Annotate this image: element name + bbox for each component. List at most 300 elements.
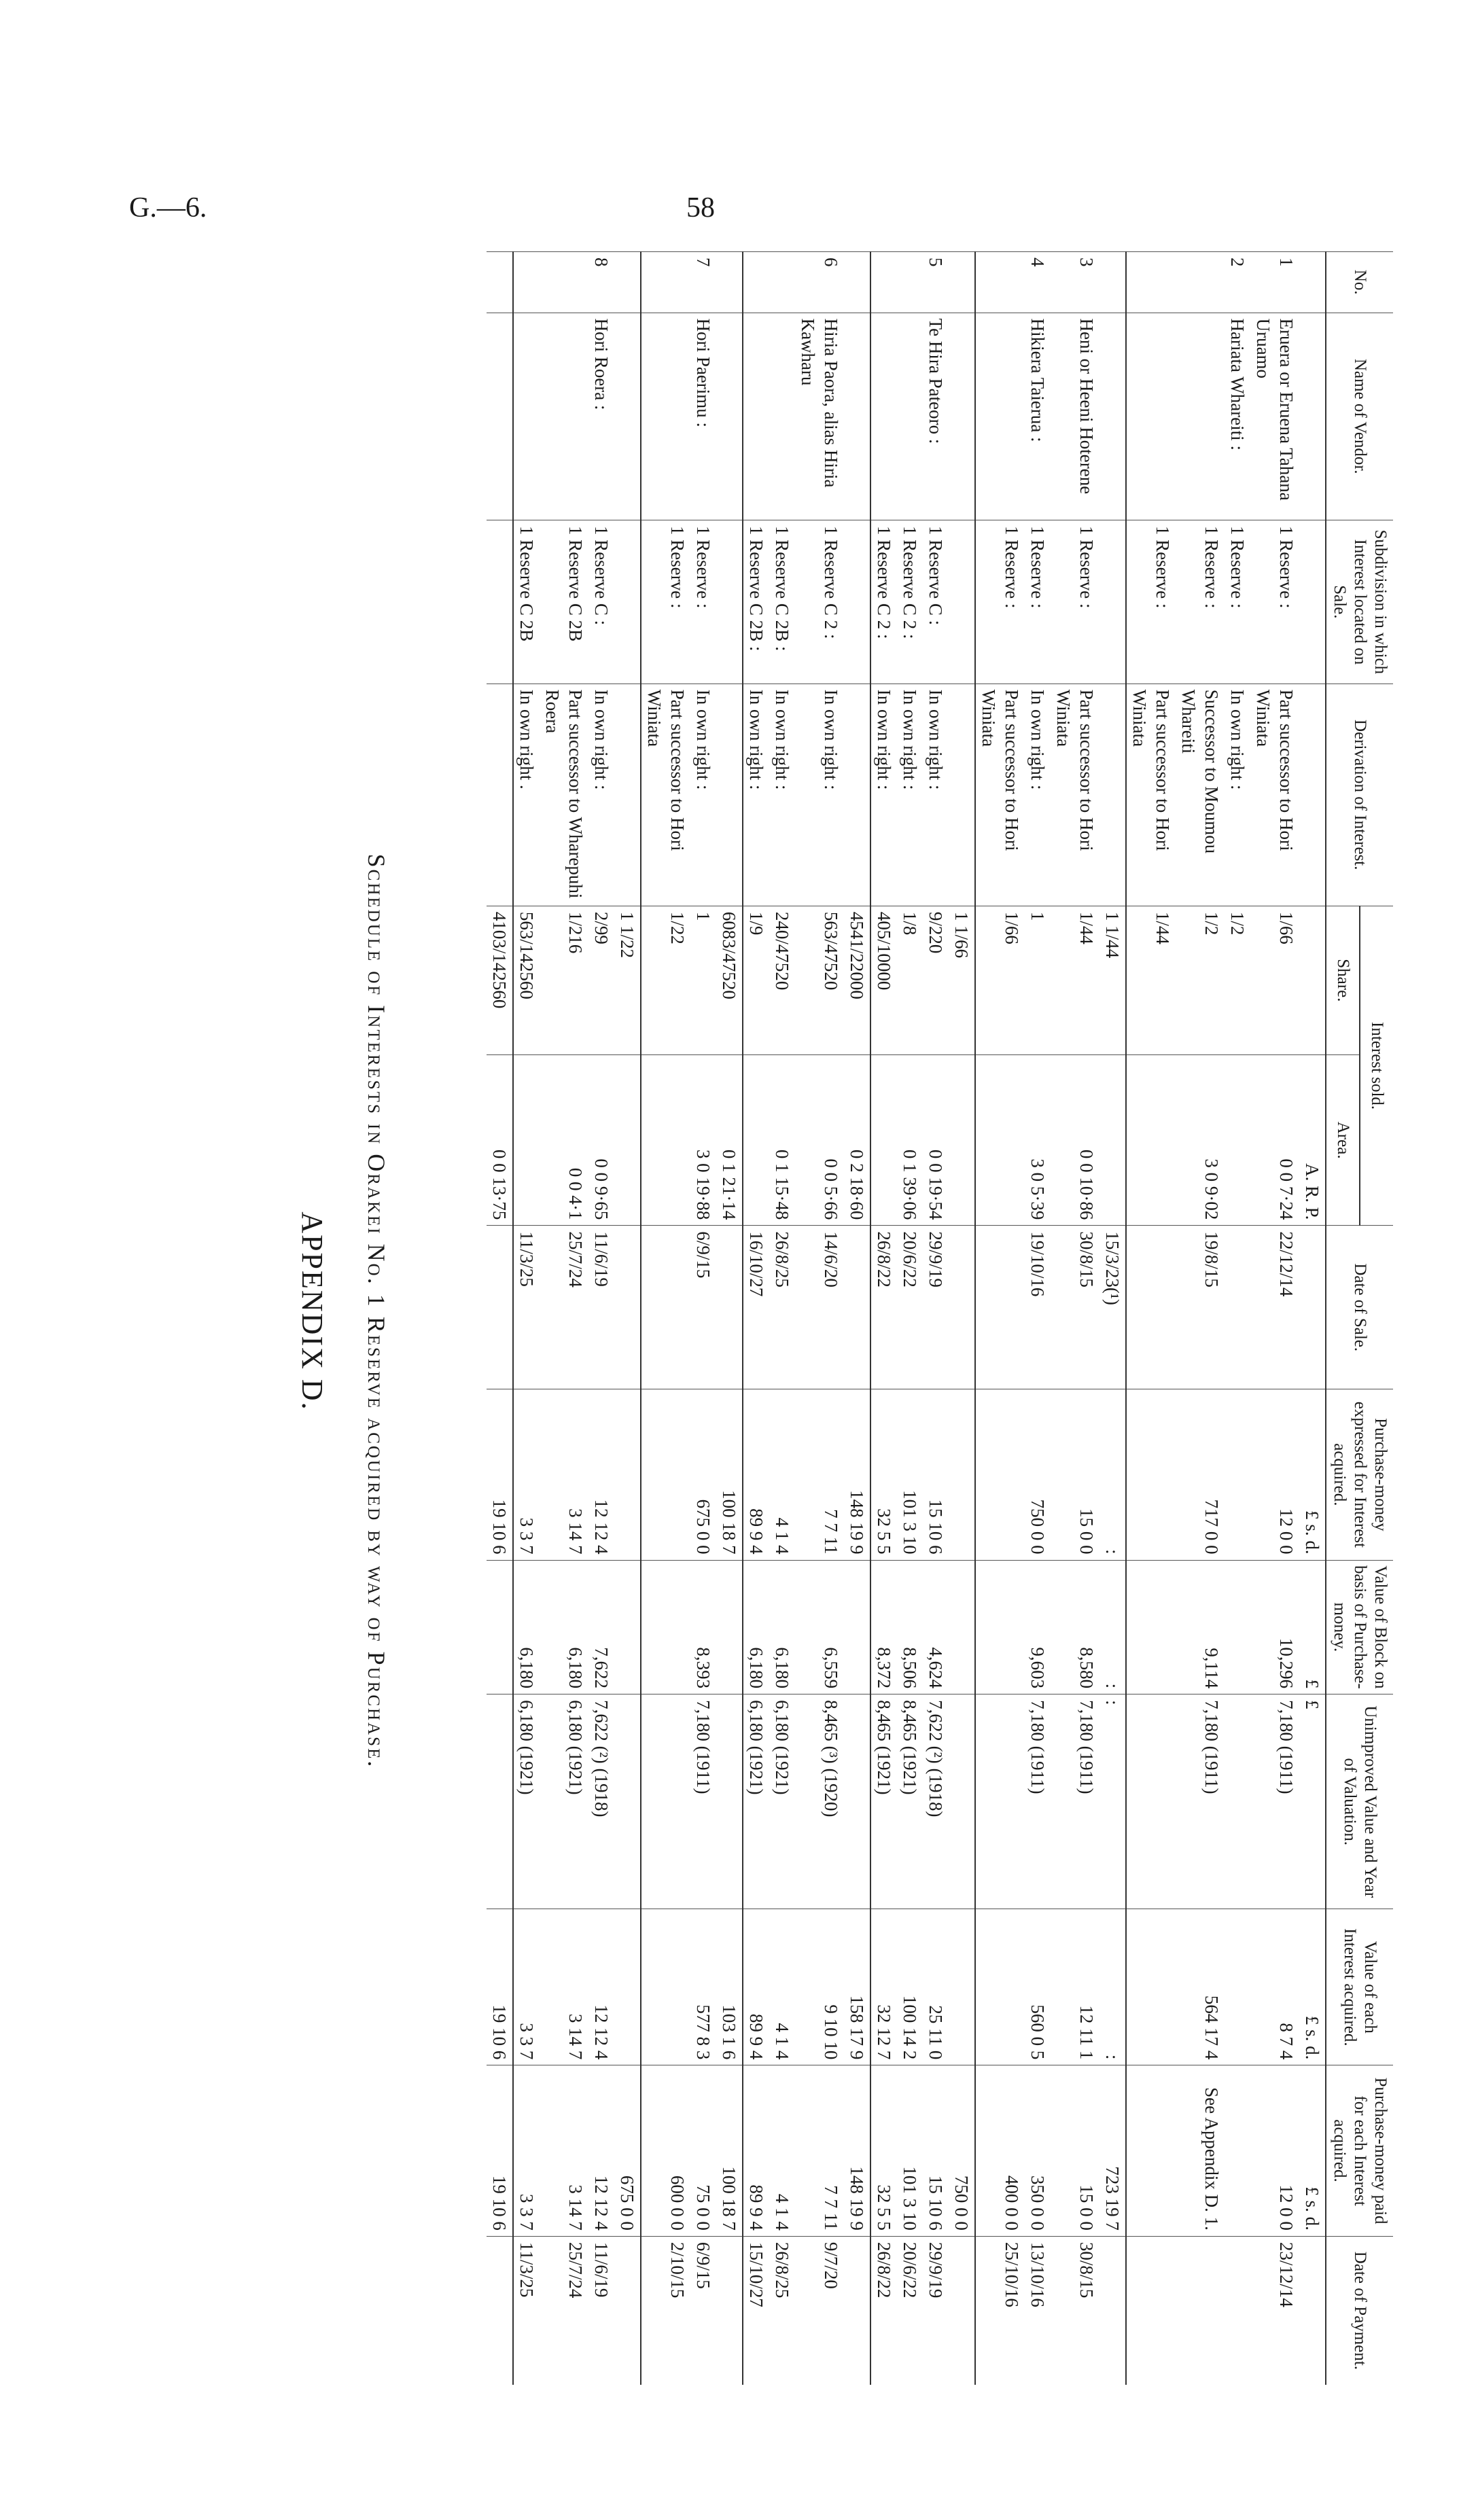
- cell-ve: 9 10 10: [795, 1909, 844, 2065]
- cell-ve: 158 17 9: [844, 1909, 870, 2065]
- cell-share: 1/44: [1051, 906, 1099, 1054]
- cell-deriv: Part successor to Hori Winiata: [1051, 684, 1099, 906]
- cell-dp: 6/9/15: [690, 2236, 716, 2385]
- col-subdivision: Subdivision in which Interest located on Sale.: [1326, 520, 1393, 684]
- cell-share: 1: [690, 906, 716, 1054]
- table-row: [540, 252, 588, 2385]
- cell-ve: 577 8 3: [690, 1909, 716, 2065]
- cell-vendor: [1126, 313, 1176, 520]
- cell-pp: 4 1 4: [769, 2065, 795, 2237]
- cell-vb: [614, 1560, 641, 1694]
- cell-no: [897, 252, 923, 313]
- appendix-title: APPENDIX D.: [296, 1211, 329, 1411]
- cell-date: [975, 1226, 1025, 1389]
- cell-vb: [641, 1560, 690, 1694]
- cell-no: 2: [1225, 252, 1250, 313]
- cell-vb: [1225, 1560, 1250, 1694]
- cell-ve: :: [1099, 1909, 1126, 2065]
- cell-pp: 15 10 6: [923, 2065, 949, 2237]
- cell-no: [540, 252, 588, 313]
- cell-vb: :: [1099, 1560, 1126, 1694]
- cell-pp: [1225, 2065, 1250, 2237]
- cell-date: [614, 1226, 641, 1389]
- cell-ve: 89 9 4: [743, 1909, 769, 2065]
- cell-deriv: In own right .: [513, 684, 540, 906]
- cell-deriv: [614, 684, 641, 906]
- table-row: [1126, 252, 1176, 2385]
- cell-ve: [975, 1909, 1025, 2065]
- table-row: [513, 252, 540, 2385]
- cell-share: 6083/47520: [716, 906, 743, 1054]
- cell-date: [844, 1226, 870, 1389]
- cell-deriv: [1099, 684, 1126, 906]
- cell-pp: 3 14 7: [540, 2065, 588, 2237]
- cell-vendor: [844, 313, 870, 520]
- cell-ve: [1126, 1909, 1176, 2065]
- cell-area: 0 1 39·06: [897, 1054, 923, 1226]
- table-row: [716, 252, 743, 2385]
- cell-pp: 12 0 0: [1250, 2065, 1299, 2237]
- cell-date: [716, 1226, 743, 1389]
- cell-ve: 19 10 6: [487, 1909, 513, 2065]
- cell-dp: [1126, 2236, 1176, 2385]
- rotated-page-body: [197, 231, 1393, 2392]
- cell-deriv: In own right :: [1225, 684, 1250, 906]
- units-row: [1299, 252, 1326, 2385]
- cell-pp: 148 19 9: [844, 2065, 870, 2237]
- cell-sub: 1 Reserve :: [975, 520, 1025, 684]
- cell-dp: [844, 2236, 870, 2385]
- cell-date: 22/12/14: [1250, 1226, 1299, 1389]
- cell-sub: 1 Reserve :: [1025, 520, 1051, 684]
- cell-deriv: Successor to Moumou Whareiti: [1176, 684, 1225, 906]
- cell-pp: 350 0 0: [1025, 2065, 1051, 2237]
- cell-uv: 8,465 (³) (1920): [795, 1694, 844, 1909]
- cell-area: 0 1 15·48: [769, 1054, 795, 1226]
- cell-area: [513, 1054, 540, 1226]
- cell-pm: 32 5 5: [870, 1389, 897, 1561]
- cell-vb: [716, 1560, 743, 1694]
- cell-area: [614, 1054, 641, 1226]
- table-row: [1025, 252, 1051, 2385]
- cell-date: 15/3/23(¹): [1099, 1226, 1126, 1389]
- cell-uv: 7,622 (²) (1918): [588, 1694, 614, 1909]
- cell-date: [487, 1226, 513, 1389]
- cell-area: [870, 1054, 897, 1226]
- cell-no: [487, 252, 513, 313]
- cell-vendor: [540, 313, 588, 520]
- cell-share: 1/66: [1250, 906, 1299, 1054]
- cell-dp: 11/6/19: [588, 2236, 614, 2385]
- cell-pp: 750 0 0: [949, 2065, 975, 2237]
- table-row: [949, 252, 975, 2385]
- schedule-table: [487, 251, 1393, 2385]
- cell-sub: 1 Reserve :: [1250, 520, 1299, 684]
- cell-vendor: [769, 313, 795, 520]
- cell-sub: 1 Reserve C 2B: [513, 520, 540, 684]
- cell-dp: [614, 2236, 641, 2385]
- table-row: [614, 252, 641, 2385]
- cell-share: 1 1/44: [1099, 906, 1126, 1054]
- cell-vb: 6,559: [795, 1560, 844, 1694]
- cell-pp: 3 3 7: [513, 2065, 540, 2237]
- cell-deriv: Part successor to Hori Winiata: [1126, 684, 1176, 906]
- area-units: A. R. P.: [1299, 1054, 1326, 1226]
- cell-area: [1225, 1054, 1250, 1226]
- cell-area: 0 1 21·14: [716, 1054, 743, 1226]
- cell-no: 4: [1025, 252, 1051, 313]
- cell-share: 563/142560: [513, 906, 540, 1054]
- cell-vb: 7,622: [588, 1560, 614, 1694]
- cell-date: 26/8/22: [870, 1226, 897, 1389]
- cell-date: 19/10/16: [1025, 1226, 1051, 1389]
- table-row: [690, 252, 716, 2385]
- cell-vendor: [1099, 313, 1126, 520]
- cell-uv: 8,465 (1921): [897, 1694, 923, 1909]
- col-date-sale: Date of Sale.: [1326, 1226, 1393, 1389]
- cell-area: 0 0 19·54: [923, 1054, 949, 1226]
- page-number: 58: [686, 192, 715, 224]
- cell-dp: 15/10/27: [743, 2236, 769, 2385]
- cell-uv: [487, 1694, 513, 1909]
- cell-pm: 7 7 11: [795, 1389, 844, 1561]
- cell-pm: 15 10 6: [923, 1389, 949, 1561]
- cell-share: 1: [1025, 906, 1051, 1054]
- cell-pm: 15 0 0: [1051, 1389, 1099, 1561]
- table-row: [1176, 252, 1225, 2385]
- cell-date: 20/6/22: [897, 1226, 923, 1389]
- cell-share: 1/44: [1126, 906, 1176, 1054]
- cell-vb: [975, 1560, 1025, 1694]
- cell-date: 25/7/24: [540, 1226, 588, 1389]
- cell-date: 14/6/20: [795, 1226, 844, 1389]
- cell-vendor: [949, 313, 975, 520]
- table-row: [844, 252, 870, 2385]
- cell-sub: 1 Reserve :: [1051, 520, 1099, 684]
- cell-pp: 75 0 0: [690, 2065, 716, 2237]
- cell-uv: 7,180 (1911): [690, 1694, 716, 1909]
- pm-units: £ s. d.: [1299, 1389, 1326, 1561]
- cell-deriv: Part successor to Hori Winiata: [1250, 684, 1299, 906]
- cell-pp: 15 0 0: [1051, 2065, 1099, 2237]
- cell-sub: 1 Reserve :: [1176, 520, 1225, 684]
- cell-ve: 8 7 4: [1250, 1909, 1299, 2065]
- cell-share: 9/220: [923, 906, 949, 1054]
- cell-area: 0 0 4·1: [540, 1054, 588, 1226]
- cell-area: 0 0 7·24: [1250, 1054, 1299, 1226]
- cell-uv: [614, 1694, 641, 1909]
- cell-vendor: [487, 313, 513, 520]
- cell-no: 1: [1250, 252, 1299, 313]
- cell-deriv: In own right :: [795, 684, 844, 906]
- cell-vendor: Eruera or Eruena Tahana Uruamo: [1250, 313, 1299, 520]
- cell-sub: [1099, 520, 1126, 684]
- cell-ve: [1225, 1909, 1250, 2065]
- cell-vendor: [870, 313, 897, 520]
- cell-ve: [614, 1909, 641, 2065]
- col-value-block: Value of Block on basis of Purchase-money.: [1326, 1560, 1393, 1694]
- cell-no: [513, 252, 540, 313]
- cell-vendor: Te Hira Pateoro :: [923, 313, 949, 520]
- cell-share: 4103/142560: [487, 906, 513, 1054]
- cell-vendor: Hariata Whareiti :: [1225, 313, 1250, 520]
- cell-pm: [614, 1389, 641, 1561]
- cell-share: 1/66: [975, 906, 1025, 1054]
- cell-deriv: [487, 684, 513, 906]
- cell-date: 29/9/19: [923, 1226, 949, 1389]
- cell-dp: [716, 2236, 743, 2385]
- table-row: [1250, 252, 1299, 2385]
- cell-sub: 1 Reserve :: [1225, 520, 1250, 684]
- cell-vendor: [743, 313, 769, 520]
- col-interest-sold: Interest sold.: [1360, 906, 1393, 1226]
- table-row: [641, 252, 690, 2385]
- cell-vb: 8,372: [870, 1560, 897, 1694]
- cell-vendor: [716, 313, 743, 520]
- cell-sub: 1 Reserve C 2B: [540, 520, 588, 684]
- cell-vb: 9,114: [1176, 1560, 1225, 1694]
- cell-vb: 9,603: [1025, 1560, 1051, 1694]
- cell-share: 405/10000: [870, 906, 897, 1054]
- cell-ve: 3 14 7: [540, 1909, 588, 2065]
- cell-dp: 23/12/14: [1250, 2236, 1299, 2385]
- page-header-ref: G.—6.: [129, 192, 207, 224]
- cell-area: [1126, 1054, 1176, 1226]
- cell-dp: 20/6/22: [897, 2236, 923, 2385]
- cell-pp: 12 12 4: [588, 2065, 614, 2237]
- col-derivation: Derivation of Interest.: [1326, 684, 1393, 906]
- cell-date: [949, 1226, 975, 1389]
- cell-area: [949, 1054, 975, 1226]
- col-vendor: Name of Vendor.: [1326, 313, 1393, 520]
- cell-area: 3 0 19·88: [690, 1054, 716, 1226]
- cell-area: [975, 1054, 1025, 1226]
- cell-dp: 26/8/25: [769, 2236, 795, 2385]
- cell-dp: 29/9/19: [923, 2236, 949, 2385]
- cell-vendor: Hikiera Taierua :: [1025, 313, 1051, 520]
- cell-pm: 148 19 9: [844, 1389, 870, 1561]
- cell-sub: 1 Reserve C 2B :: [769, 520, 795, 684]
- cell-dp: 11/3/25: [513, 2236, 540, 2385]
- cell-pp: 400 0 0: [975, 2065, 1025, 2237]
- table-row: [743, 252, 769, 2385]
- cell-dp: 13/10/16: [1025, 2236, 1051, 2385]
- cell-sub: 1 Reserve C :: [588, 520, 614, 684]
- cell-vb: 6,180: [743, 1560, 769, 1694]
- cell-vb: 8,580: [1051, 1560, 1099, 1694]
- cell-sub: 1 Reserve C 2 :: [897, 520, 923, 684]
- cell-deriv: [949, 684, 975, 906]
- cell-ve: 3 3 7: [513, 1909, 540, 2065]
- cell-area: 3 0 9·02: [1176, 1054, 1225, 1226]
- col-date-payment: Date of Payment.: [1326, 2236, 1393, 2385]
- cell-pm: 19 10 6: [487, 1389, 513, 1561]
- col-purchase-paid: Purchase-money paid for each Interest acquired.: [1326, 2065, 1393, 2237]
- cell-pp: 100 18 7: [716, 2065, 743, 2237]
- cell-deriv: Part successor to Hori Winiata: [641, 684, 690, 906]
- cell-pp: 101 3 10: [897, 2065, 923, 2237]
- table-row: [487, 252, 513, 2385]
- cell-pm: 12 12 4: [588, 1389, 614, 1561]
- cell-pm: 750 0 0: [1025, 1389, 1051, 1561]
- cell-vb: [487, 1560, 513, 1694]
- cell-vb: 6,180: [540, 1560, 588, 1694]
- cell-vendor: [897, 313, 923, 520]
- table-row: [1051, 252, 1099, 2385]
- cell-no: [870, 252, 897, 313]
- cell-pm: 101 3 10: [897, 1389, 923, 1561]
- cell-area: [641, 1054, 690, 1226]
- cell-uv: [949, 1694, 975, 1909]
- cell-share: 1/2: [1176, 906, 1225, 1054]
- cell-uv: 6,180 (1921): [743, 1694, 769, 1909]
- cell-share: 240/47520: [769, 906, 795, 1054]
- col-purchase-money: Purchase-money expressed for Interest acquired.: [1326, 1389, 1393, 1561]
- cell-no: [975, 252, 1025, 313]
- cell-share: 1/8: [897, 906, 923, 1054]
- cell-date: 6/9/15: [690, 1226, 716, 1389]
- cell-date: [1225, 1226, 1250, 1389]
- cell-share: 1/2: [1225, 906, 1250, 1054]
- cell-area: 0 0 10·86: [1051, 1054, 1099, 1226]
- col-no: No.: [1326, 252, 1393, 313]
- cell-no: [716, 252, 743, 313]
- vb-units: £: [1299, 1560, 1326, 1694]
- cell-no: 5: [923, 252, 949, 313]
- cell-deriv: In own right :: [897, 684, 923, 906]
- cell-deriv: [844, 684, 870, 906]
- cell-no: [949, 252, 975, 313]
- cell-vb: 8,506: [897, 1560, 923, 1694]
- cell-area: 0 0 13·75: [487, 1054, 513, 1226]
- cell-dp: [487, 2236, 513, 2385]
- cell-ve: [641, 1909, 690, 2065]
- cell-date: 16/10/27: [743, 1226, 769, 1389]
- cell-vendor: Hori Roera :: [588, 313, 614, 520]
- cell-dp: 30/8/15: [1051, 2236, 1099, 2385]
- cell-ve: [949, 1909, 975, 2065]
- cell-ve: 103 1 6: [716, 1909, 743, 2065]
- cell-share: 2/99: [588, 906, 614, 1054]
- cell-ve: 12 11 1: [1051, 1909, 1099, 2065]
- uv-units: £: [1299, 1694, 1326, 1909]
- cell-sub: [716, 520, 743, 684]
- cell-vb: 8,393: [690, 1560, 716, 1694]
- cell-sub: 1 Reserve C 2 :: [795, 520, 844, 684]
- cell-uv: 8,465 (1921): [870, 1694, 897, 1909]
- cell-deriv: In own right :: [870, 684, 897, 906]
- cell-vb: 10,296: [1250, 1560, 1299, 1694]
- cell-vendor: [513, 313, 540, 520]
- cell-pm: :: [1099, 1389, 1126, 1561]
- cell-deriv: Part successor to Wharepuhi Roera: [540, 684, 588, 906]
- cell-area: 0 2 18·60: [844, 1054, 870, 1226]
- cell-ve: 25 11 0: [923, 1909, 949, 2065]
- cell-deriv: In own right :: [588, 684, 614, 906]
- cell-pp: 675 0 0: [614, 2065, 641, 2237]
- ve-units: £ s. d.: [1299, 1909, 1326, 2065]
- cell-pm: 4 1 4: [769, 1389, 795, 1561]
- table-row: [1099, 252, 1126, 2385]
- cell-deriv: In own right :: [923, 684, 949, 906]
- cell-vb: 4,624: [923, 1560, 949, 1694]
- cell-area: 3 0 5·39: [1025, 1054, 1051, 1226]
- cell-date: 11/6/19: [588, 1226, 614, 1389]
- cell-area: 0 0 5·66: [795, 1054, 844, 1226]
- cell-no: 3: [1051, 252, 1099, 313]
- cell-share: 1 1/66: [949, 906, 975, 1054]
- cell-deriv: In own right :: [743, 684, 769, 906]
- cell-sub: 1 Reserve C 2B :: [743, 520, 769, 684]
- cell-vendor: [614, 313, 641, 520]
- cell-pp: 7 7 11: [795, 2065, 844, 2237]
- cell-ve: 100 14 2: [897, 1909, 923, 2065]
- cell-date: [641, 1226, 690, 1389]
- cell-no: 6: [795, 252, 844, 313]
- cell-date: 30/8/15: [1051, 1226, 1099, 1389]
- cell-pm: [1225, 1389, 1250, 1561]
- cell-dp: [1099, 2236, 1126, 2385]
- cell-date: 11/3/25: [513, 1226, 540, 1389]
- cell-uv: :: [1099, 1694, 1126, 1909]
- cell-no: [1176, 252, 1225, 313]
- pp-units: £ s. d.: [1299, 2065, 1326, 2237]
- table-row: [795, 252, 844, 2385]
- cell-pp: 723 19 7: [1099, 2065, 1126, 2237]
- col-value-each: Value of each Interest acquired.: [1326, 1909, 1393, 2065]
- cell-vendor: [975, 313, 1025, 520]
- cell-share: 1/22: [641, 906, 690, 1054]
- cell-pp: [1126, 2065, 1176, 2237]
- cell-pm: 89 9 4: [743, 1389, 769, 1561]
- cell-vb: [844, 1560, 870, 1694]
- cell-vb: 6,180: [769, 1560, 795, 1694]
- cell-date: 19/8/15: [1176, 1226, 1225, 1389]
- cell-pm: 717 0 0: [1176, 1389, 1225, 1561]
- cell-sub: 1 Reserve :: [690, 520, 716, 684]
- col-area: Area.: [1326, 1054, 1360, 1226]
- schedule-body: [487, 252, 1326, 2385]
- table-row: [975, 252, 1025, 2385]
- cell-vendor: Hiria Paora, alias Hiria Kawharu: [795, 313, 844, 520]
- cell-pm: [949, 1389, 975, 1561]
- cell-pm: [1126, 1389, 1176, 1561]
- cell-pm: 675 0 0: [690, 1389, 716, 1561]
- cell-area: 0 0 9·65: [588, 1054, 614, 1226]
- cell-share: 563/47520: [795, 906, 844, 1054]
- table-row: [870, 252, 897, 2385]
- cell-uv: [1126, 1694, 1176, 1909]
- table-row: [1225, 252, 1250, 2385]
- table-row: [769, 252, 795, 2385]
- cell-deriv: In own right :: [690, 684, 716, 906]
- cell-no: [743, 252, 769, 313]
- cell-ve: 560 0 5: [1025, 1909, 1051, 2065]
- cell-area: [1099, 1054, 1126, 1226]
- cell-uv: [1225, 1694, 1250, 1909]
- col-unimproved: Unimproved Value and Year of Valuation.: [1326, 1694, 1393, 1909]
- cell-sub: [487, 520, 513, 684]
- cell-sub: [949, 520, 975, 684]
- cell-uv: [975, 1694, 1025, 1909]
- cell-ve: 32 12 7: [870, 1909, 897, 2065]
- cell-uv: 7,180 (1911): [1250, 1694, 1299, 1909]
- cell-ve: 12 12 4: [588, 1909, 614, 2065]
- cell-pm: [641, 1389, 690, 1561]
- cell-no: [1099, 252, 1126, 313]
- cell-share: 1/9: [743, 906, 769, 1054]
- cell-no: 8: [588, 252, 614, 313]
